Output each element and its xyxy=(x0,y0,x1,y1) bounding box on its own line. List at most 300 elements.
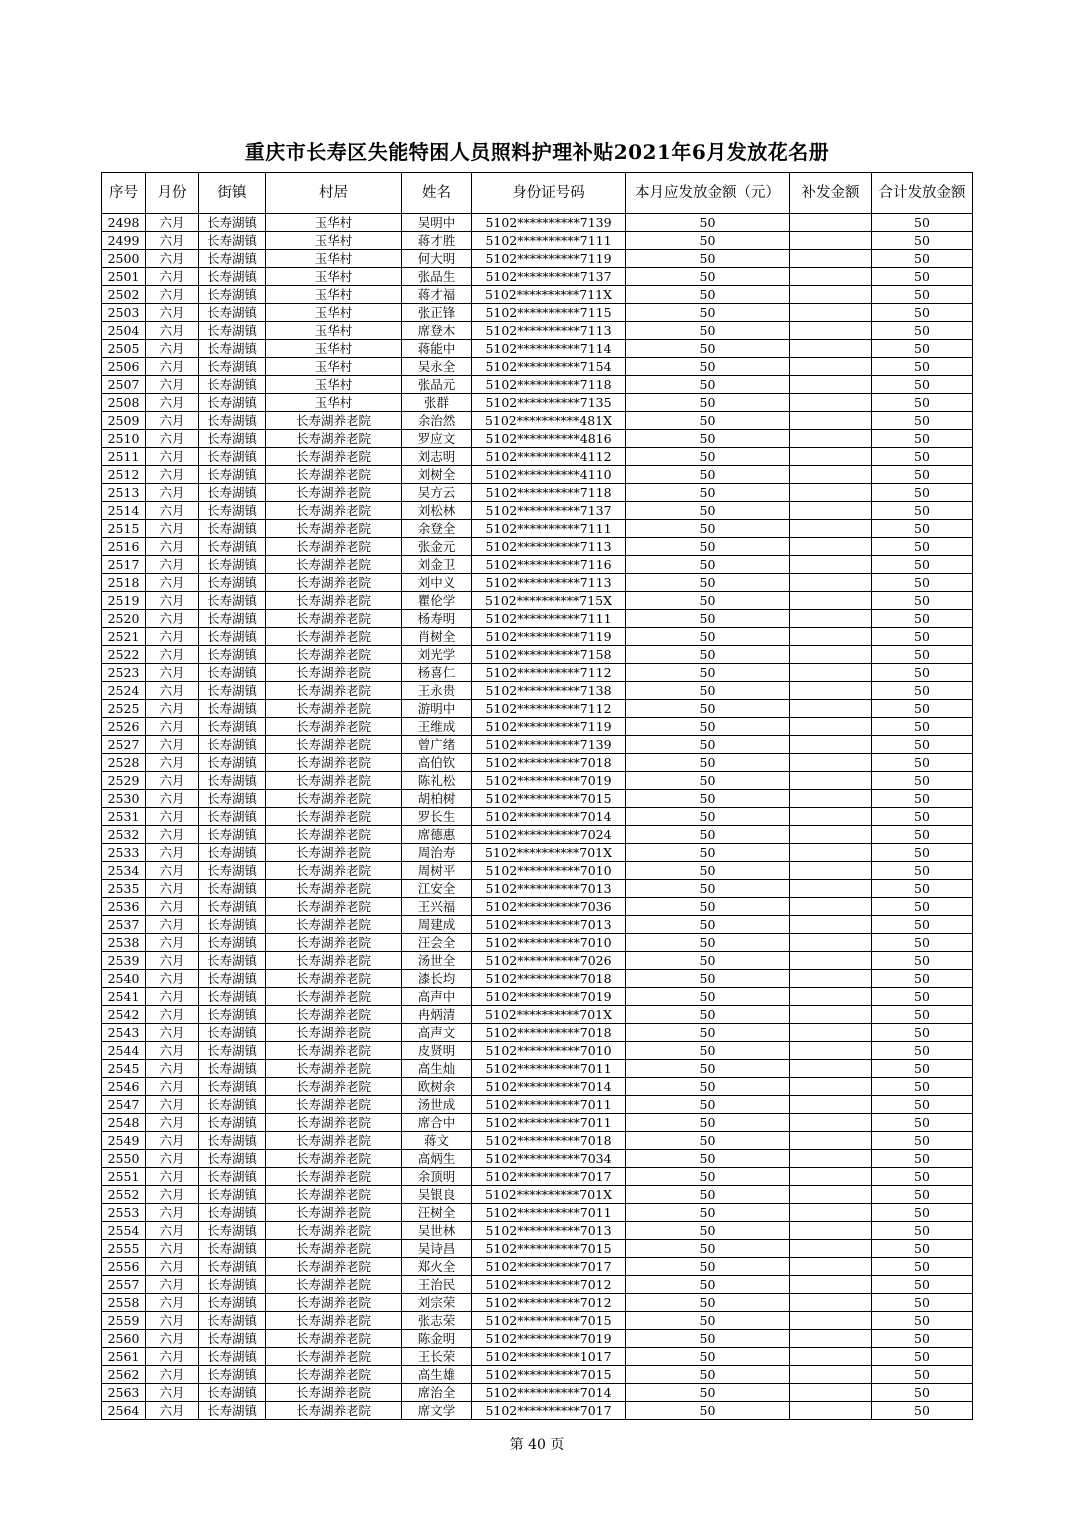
cell-name: 张品生 xyxy=(402,268,472,286)
cell-index: 2548 xyxy=(102,1114,146,1132)
table-row xyxy=(102,394,973,412)
table-row xyxy=(102,1240,973,1258)
cell-village: 长寿湖养老院 xyxy=(266,1258,402,1276)
cell-month: 六月 xyxy=(146,484,199,502)
cell-month: 六月 xyxy=(146,268,199,286)
cell-id-number: 5102**********7019 xyxy=(472,988,626,1006)
cell-amount-due: 50 xyxy=(626,1096,790,1114)
table-row xyxy=(102,1114,973,1132)
cell-total: 50 xyxy=(872,1384,973,1402)
cell-amount-due: 50 xyxy=(626,1042,790,1060)
cell-total: 50 xyxy=(872,538,973,556)
cell-village: 长寿湖养老院 xyxy=(266,574,402,592)
cell-total: 50 xyxy=(872,916,973,934)
document-title: 重庆市长寿区失能特困人员照料护理补贴2021年6月发放花名册 xyxy=(244,140,830,164)
cell-village: 长寿湖养老院 xyxy=(266,1204,402,1222)
table-row xyxy=(102,322,973,340)
cell-total: 50 xyxy=(872,394,973,412)
cell-amount-due: 50 xyxy=(626,862,790,880)
cell-amount-due: 50 xyxy=(626,304,790,322)
cell-id-number: 5102**********7158 xyxy=(472,646,626,664)
cell-village: 长寿湖养老院 xyxy=(266,1150,402,1168)
cell-total: 50 xyxy=(872,502,973,520)
cell-index: 2504 xyxy=(102,322,146,340)
cell-id-number: 5102**********7015 xyxy=(472,790,626,808)
cell-total: 50 xyxy=(872,340,973,358)
table-row xyxy=(102,1258,973,1276)
cell-index: 2535 xyxy=(102,880,146,898)
cell-back-pay xyxy=(790,1204,872,1222)
cell-total: 50 xyxy=(872,448,973,466)
cell-index: 2501 xyxy=(102,268,146,286)
cell-town: 长寿湖镇 xyxy=(199,502,266,520)
cell-back-pay xyxy=(790,1150,872,1168)
cell-village: 长寿湖养老院 xyxy=(266,1312,402,1330)
cell-id-number: 5102**********7138 xyxy=(472,682,626,700)
cell-id-number: 5102**********7154 xyxy=(472,358,626,376)
cell-village: 长寿湖养老院 xyxy=(266,700,402,718)
col-header-index: 序号 xyxy=(102,173,146,214)
cell-town: 长寿湖镇 xyxy=(199,1312,266,1330)
table-row xyxy=(102,718,973,736)
cell-back-pay xyxy=(790,394,872,412)
table-row xyxy=(102,1042,973,1060)
cell-index: 2536 xyxy=(102,898,146,916)
cell-town: 长寿湖镇 xyxy=(199,538,266,556)
cell-month: 六月 xyxy=(146,1402,199,1420)
cell-amount-due: 50 xyxy=(626,1168,790,1186)
cell-back-pay xyxy=(790,1096,872,1114)
cell-total: 50 xyxy=(872,844,973,862)
cell-village: 长寿湖养老院 xyxy=(266,826,402,844)
table-row xyxy=(102,772,973,790)
cell-month: 六月 xyxy=(146,826,199,844)
cell-name: 余顶明 xyxy=(402,1168,472,1186)
cell-town: 长寿湖镇 xyxy=(199,304,266,322)
cell-back-pay xyxy=(790,610,872,628)
cell-town: 长寿湖镇 xyxy=(199,448,266,466)
cell-index: 2511 xyxy=(102,448,146,466)
table-row xyxy=(102,1348,973,1366)
cell-village: 长寿湖养老院 xyxy=(266,628,402,646)
cell-id-number: 5102**********7034 xyxy=(472,1150,626,1168)
cell-amount-due: 50 xyxy=(626,484,790,502)
cell-id-number: 5102**********7111 xyxy=(472,610,626,628)
cell-back-pay xyxy=(790,1294,872,1312)
cell-index: 2564 xyxy=(102,1402,146,1420)
cell-total: 50 xyxy=(872,646,973,664)
cell-village: 长寿湖养老院 xyxy=(266,664,402,682)
cell-name: 余登全 xyxy=(402,520,472,538)
cell-village: 长寿湖养老院 xyxy=(266,484,402,502)
cell-index: 2551 xyxy=(102,1168,146,1186)
cell-id-number: 5102**********7015 xyxy=(472,1366,626,1384)
cell-back-pay xyxy=(790,214,872,232)
cell-id-number: 5102**********701X xyxy=(472,1006,626,1024)
cell-month: 六月 xyxy=(146,808,199,826)
cell-month: 六月 xyxy=(146,1240,199,1258)
cell-id-number: 5102**********7036 xyxy=(472,898,626,916)
cell-month: 六月 xyxy=(146,1042,199,1060)
table-row xyxy=(102,1096,973,1114)
cell-month: 六月 xyxy=(146,1078,199,1096)
cell-back-pay xyxy=(790,1312,872,1330)
cell-index: 2499 xyxy=(102,232,146,250)
col-header-town: 街镇 xyxy=(199,173,266,214)
cell-month: 六月 xyxy=(146,916,199,934)
cell-id-number: 5102**********7026 xyxy=(472,952,626,970)
table-row xyxy=(102,1276,973,1294)
cell-month: 六月 xyxy=(146,952,199,970)
cell-month: 六月 xyxy=(146,1114,199,1132)
cell-name: 席登木 xyxy=(402,322,472,340)
cell-name: 汤世全 xyxy=(402,952,472,970)
cell-month: 六月 xyxy=(146,250,199,268)
cell-index: 2519 xyxy=(102,592,146,610)
table-row xyxy=(102,1168,973,1186)
table-row xyxy=(102,934,973,952)
cell-village: 长寿湖养老院 xyxy=(266,538,402,556)
table-row xyxy=(102,304,973,322)
cell-town: 长寿湖镇 xyxy=(199,1348,266,1366)
cell-name: 张品元 xyxy=(402,376,472,394)
cell-index: 2563 xyxy=(102,1384,146,1402)
cell-amount-due: 50 xyxy=(626,880,790,898)
cell-month: 六月 xyxy=(146,1096,199,1114)
cell-amount-due: 50 xyxy=(626,376,790,394)
cell-village: 长寿湖养老院 xyxy=(266,1042,402,1060)
cell-amount-due: 50 xyxy=(626,610,790,628)
cell-back-pay xyxy=(790,1366,872,1384)
cell-index: 2559 xyxy=(102,1312,146,1330)
cell-month: 六月 xyxy=(146,214,199,232)
cell-id-number: 5102**********7019 xyxy=(472,1330,626,1348)
cell-name: 王治民 xyxy=(402,1276,472,1294)
cell-total: 50 xyxy=(872,286,973,304)
cell-month: 六月 xyxy=(146,880,199,898)
cell-id-number: 5102**********7010 xyxy=(472,934,626,952)
table-row xyxy=(102,646,973,664)
cell-village: 长寿湖养老院 xyxy=(266,1222,402,1240)
col-header-name: 姓名 xyxy=(402,173,472,214)
cell-back-pay xyxy=(790,1132,872,1150)
cell-name: 刘志明 xyxy=(402,448,472,466)
cell-index: 2516 xyxy=(102,538,146,556)
cell-id-number: 5102**********7115 xyxy=(472,304,626,322)
cell-town: 长寿湖镇 xyxy=(199,1240,266,1258)
cell-total: 50 xyxy=(872,1222,973,1240)
subsidy-roster-table xyxy=(101,172,973,1420)
cell-amount-due: 50 xyxy=(626,412,790,430)
cell-town: 长寿湖镇 xyxy=(199,1276,266,1294)
cell-id-number: 5102**********7119 xyxy=(472,718,626,736)
table-row xyxy=(102,376,973,394)
cell-month: 六月 xyxy=(146,1222,199,1240)
cell-index: 2562 xyxy=(102,1366,146,1384)
cell-index: 2537 xyxy=(102,916,146,934)
cell-index: 2553 xyxy=(102,1204,146,1222)
cell-total: 50 xyxy=(872,898,973,916)
cell-name: 王长荣 xyxy=(402,1348,472,1366)
table-row xyxy=(102,916,973,934)
cell-amount-due: 50 xyxy=(626,970,790,988)
cell-name: 吴诗昌 xyxy=(402,1240,472,1258)
cell-name: 冉炳清 xyxy=(402,1006,472,1024)
table-row xyxy=(102,484,973,502)
cell-id-number: 5102**********7010 xyxy=(472,862,626,880)
cell-back-pay xyxy=(790,772,872,790)
cell-index: 2560 xyxy=(102,1330,146,1348)
cell-back-pay xyxy=(790,484,872,502)
cell-village: 长寿湖养老院 xyxy=(266,1114,402,1132)
cell-month: 六月 xyxy=(146,448,199,466)
cell-index: 2513 xyxy=(102,484,146,502)
cell-town: 长寿湖镇 xyxy=(199,358,266,376)
cell-name: 高生雄 xyxy=(402,1366,472,1384)
table-row xyxy=(102,1222,973,1240)
cell-amount-due: 50 xyxy=(626,754,790,772)
cell-village: 长寿湖养老院 xyxy=(266,808,402,826)
cell-id-number: 5102**********7137 xyxy=(472,268,626,286)
cell-total: 50 xyxy=(872,1294,973,1312)
cell-amount-due: 50 xyxy=(626,1222,790,1240)
cell-town: 长寿湖镇 xyxy=(199,664,266,682)
cell-amount-due: 50 xyxy=(626,772,790,790)
cell-town: 长寿湖镇 xyxy=(199,214,266,232)
cell-total: 50 xyxy=(872,214,973,232)
cell-town: 长寿湖镇 xyxy=(199,1042,266,1060)
cell-town: 长寿湖镇 xyxy=(199,268,266,286)
cell-total: 50 xyxy=(872,754,973,772)
cell-id-number: 5102**********7011 xyxy=(472,1060,626,1078)
cell-month: 六月 xyxy=(146,1294,199,1312)
cell-village: 长寿湖养老院 xyxy=(266,520,402,538)
cell-name: 刘光学 xyxy=(402,646,472,664)
cell-id-number: 5102**********7137 xyxy=(472,502,626,520)
cell-name: 吴方云 xyxy=(402,484,472,502)
cell-name: 肖树全 xyxy=(402,628,472,646)
cell-id-number: 5102**********4816 xyxy=(472,430,626,448)
cell-name: 吴银良 xyxy=(402,1186,472,1204)
cell-village: 长寿湖养老院 xyxy=(266,736,402,754)
cell-town: 长寿湖镇 xyxy=(199,466,266,484)
cell-village: 长寿湖养老院 xyxy=(266,970,402,988)
cell-name: 汤世成 xyxy=(402,1096,472,1114)
cell-total: 50 xyxy=(872,1060,973,1078)
cell-amount-due: 50 xyxy=(626,1330,790,1348)
table-row xyxy=(102,862,973,880)
cell-amount-due: 50 xyxy=(626,736,790,754)
table-row xyxy=(102,826,973,844)
table-header-row xyxy=(102,173,973,214)
cell-index: 2498 xyxy=(102,214,146,232)
cell-total: 50 xyxy=(872,1024,973,1042)
table-row xyxy=(102,754,973,772)
cell-id-number: 5102**********7013 xyxy=(472,916,626,934)
cell-total: 50 xyxy=(872,700,973,718)
cell-amount-due: 50 xyxy=(626,592,790,610)
table-row xyxy=(102,610,973,628)
cell-id-number: 5102**********7111 xyxy=(472,520,626,538)
cell-name: 杨喜仁 xyxy=(402,664,472,682)
cell-id-number: 5102**********7112 xyxy=(472,700,626,718)
cell-index: 2520 xyxy=(102,610,146,628)
cell-index: 2526 xyxy=(102,718,146,736)
cell-id-number: 5102**********711X xyxy=(472,286,626,304)
cell-village: 长寿湖养老院 xyxy=(266,1024,402,1042)
cell-back-pay xyxy=(790,538,872,556)
cell-town: 长寿湖镇 xyxy=(199,430,266,448)
table-row xyxy=(102,250,973,268)
cell-town: 长寿湖镇 xyxy=(199,1258,266,1276)
cell-town: 长寿湖镇 xyxy=(199,952,266,970)
cell-total: 50 xyxy=(872,1150,973,1168)
cell-back-pay xyxy=(790,286,872,304)
cell-index: 2515 xyxy=(102,520,146,538)
cell-index: 2533 xyxy=(102,844,146,862)
cell-id-number: 5102**********7119 xyxy=(472,628,626,646)
cell-village: 长寿湖养老院 xyxy=(266,1186,402,1204)
cell-index: 2542 xyxy=(102,1006,146,1024)
cell-total: 50 xyxy=(872,1312,973,1330)
cell-back-pay xyxy=(790,1078,872,1096)
cell-village: 玉华村 xyxy=(266,268,402,286)
cell-id-number: 5102**********7014 xyxy=(472,1384,626,1402)
cell-back-pay xyxy=(790,1186,872,1204)
cell-town: 长寿湖镇 xyxy=(199,718,266,736)
cell-name: 高声文 xyxy=(402,1024,472,1042)
cell-town: 长寿湖镇 xyxy=(199,376,266,394)
cell-village: 长寿湖养老院 xyxy=(266,988,402,1006)
table-row xyxy=(102,628,973,646)
cell-name: 席文学 xyxy=(402,1402,472,1420)
table-row xyxy=(102,1150,973,1168)
cell-id-number: 5102**********7018 xyxy=(472,970,626,988)
cell-name: 席德惠 xyxy=(402,826,472,844)
cell-index: 2545 xyxy=(102,1060,146,1078)
cell-name: 蒋才福 xyxy=(402,286,472,304)
cell-town: 长寿湖镇 xyxy=(199,1006,266,1024)
col-header-amount-due: 本月应发放金额（元） xyxy=(626,173,790,214)
cell-town: 长寿湖镇 xyxy=(199,1024,266,1042)
cell-village: 长寿湖养老院 xyxy=(266,844,402,862)
cell-name: 罗应文 xyxy=(402,430,472,448)
cell-name: 刘树全 xyxy=(402,466,472,484)
cell-village: 长寿湖养老院 xyxy=(266,1276,402,1294)
cell-town: 长寿湖镇 xyxy=(199,808,266,826)
cell-id-number: 5102**********7014 xyxy=(472,1078,626,1096)
cell-town: 长寿湖镇 xyxy=(199,916,266,934)
cell-back-pay xyxy=(790,862,872,880)
cell-name: 曾广绪 xyxy=(402,736,472,754)
cell-index: 2554 xyxy=(102,1222,146,1240)
cell-id-number: 5102**********7011 xyxy=(472,1096,626,1114)
cell-name: 杨寿明 xyxy=(402,610,472,628)
cell-index: 2547 xyxy=(102,1096,146,1114)
cell-back-pay xyxy=(790,376,872,394)
cell-amount-due: 50 xyxy=(626,1006,790,1024)
cell-id-number: 5102**********7135 xyxy=(472,394,626,412)
cell-town: 长寿湖镇 xyxy=(199,682,266,700)
cell-total: 50 xyxy=(872,1330,973,1348)
cell-town: 长寿湖镇 xyxy=(199,1114,266,1132)
cell-month: 六月 xyxy=(146,628,199,646)
cell-name: 余治然 xyxy=(402,412,472,430)
cell-village: 长寿湖养老院 xyxy=(266,502,402,520)
cell-back-pay xyxy=(790,718,872,736)
cell-index: 2531 xyxy=(102,808,146,826)
cell-month: 六月 xyxy=(146,538,199,556)
cell-back-pay xyxy=(790,412,872,430)
cell-village: 长寿湖养老院 xyxy=(266,790,402,808)
cell-total: 50 xyxy=(872,1132,973,1150)
cell-index: 2538 xyxy=(102,934,146,952)
cell-name: 胡柏树 xyxy=(402,790,472,808)
cell-total: 50 xyxy=(872,664,973,682)
cell-total: 50 xyxy=(872,1276,973,1294)
cell-index: 2543 xyxy=(102,1024,146,1042)
cell-month: 六月 xyxy=(146,1312,199,1330)
cell-total: 50 xyxy=(872,358,973,376)
cell-back-pay xyxy=(790,340,872,358)
cell-back-pay xyxy=(790,952,872,970)
cell-village: 长寿湖养老院 xyxy=(266,754,402,772)
cell-month: 六月 xyxy=(146,736,199,754)
cell-id-number: 5102**********7116 xyxy=(472,556,626,574)
cell-back-pay xyxy=(790,1384,872,1402)
cell-total: 50 xyxy=(872,628,973,646)
table-row xyxy=(102,430,973,448)
cell-amount-due: 50 xyxy=(626,1276,790,1294)
cell-id-number: 5102**********7111 xyxy=(472,232,626,250)
cell-village: 玉华村 xyxy=(266,394,402,412)
cell-amount-due: 50 xyxy=(626,1060,790,1078)
cell-amount-due: 50 xyxy=(626,268,790,286)
cell-total: 50 xyxy=(872,412,973,430)
cell-town: 长寿湖镇 xyxy=(199,790,266,808)
cell-month: 六月 xyxy=(146,682,199,700)
cell-index: 2523 xyxy=(102,664,146,682)
cell-name: 周治寿 xyxy=(402,844,472,862)
cell-amount-due: 50 xyxy=(626,1078,790,1096)
cell-town: 长寿湖镇 xyxy=(199,592,266,610)
cell-town: 长寿湖镇 xyxy=(199,988,266,1006)
cell-total: 50 xyxy=(872,376,973,394)
table-row xyxy=(102,808,973,826)
cell-amount-due: 50 xyxy=(626,1312,790,1330)
cell-total: 50 xyxy=(872,1078,973,1096)
cell-town: 长寿湖镇 xyxy=(199,772,266,790)
cell-back-pay xyxy=(790,1240,872,1258)
cell-index: 2509 xyxy=(102,412,146,430)
cell-month: 六月 xyxy=(146,1186,199,1204)
cell-month: 六月 xyxy=(146,556,199,574)
cell-village: 玉华村 xyxy=(266,376,402,394)
cell-total: 50 xyxy=(872,736,973,754)
table-row xyxy=(102,358,973,376)
cell-amount-due: 50 xyxy=(626,1114,790,1132)
cell-total: 50 xyxy=(872,1114,973,1132)
table-row xyxy=(102,340,973,358)
cell-town: 长寿湖镇 xyxy=(199,898,266,916)
cell-total: 50 xyxy=(872,556,973,574)
cell-month: 六月 xyxy=(146,412,199,430)
cell-month: 六月 xyxy=(146,466,199,484)
cell-index: 2518 xyxy=(102,574,146,592)
cell-total: 50 xyxy=(872,826,973,844)
cell-id-number: 5102**********7113 xyxy=(472,574,626,592)
cell-index: 2502 xyxy=(102,286,146,304)
